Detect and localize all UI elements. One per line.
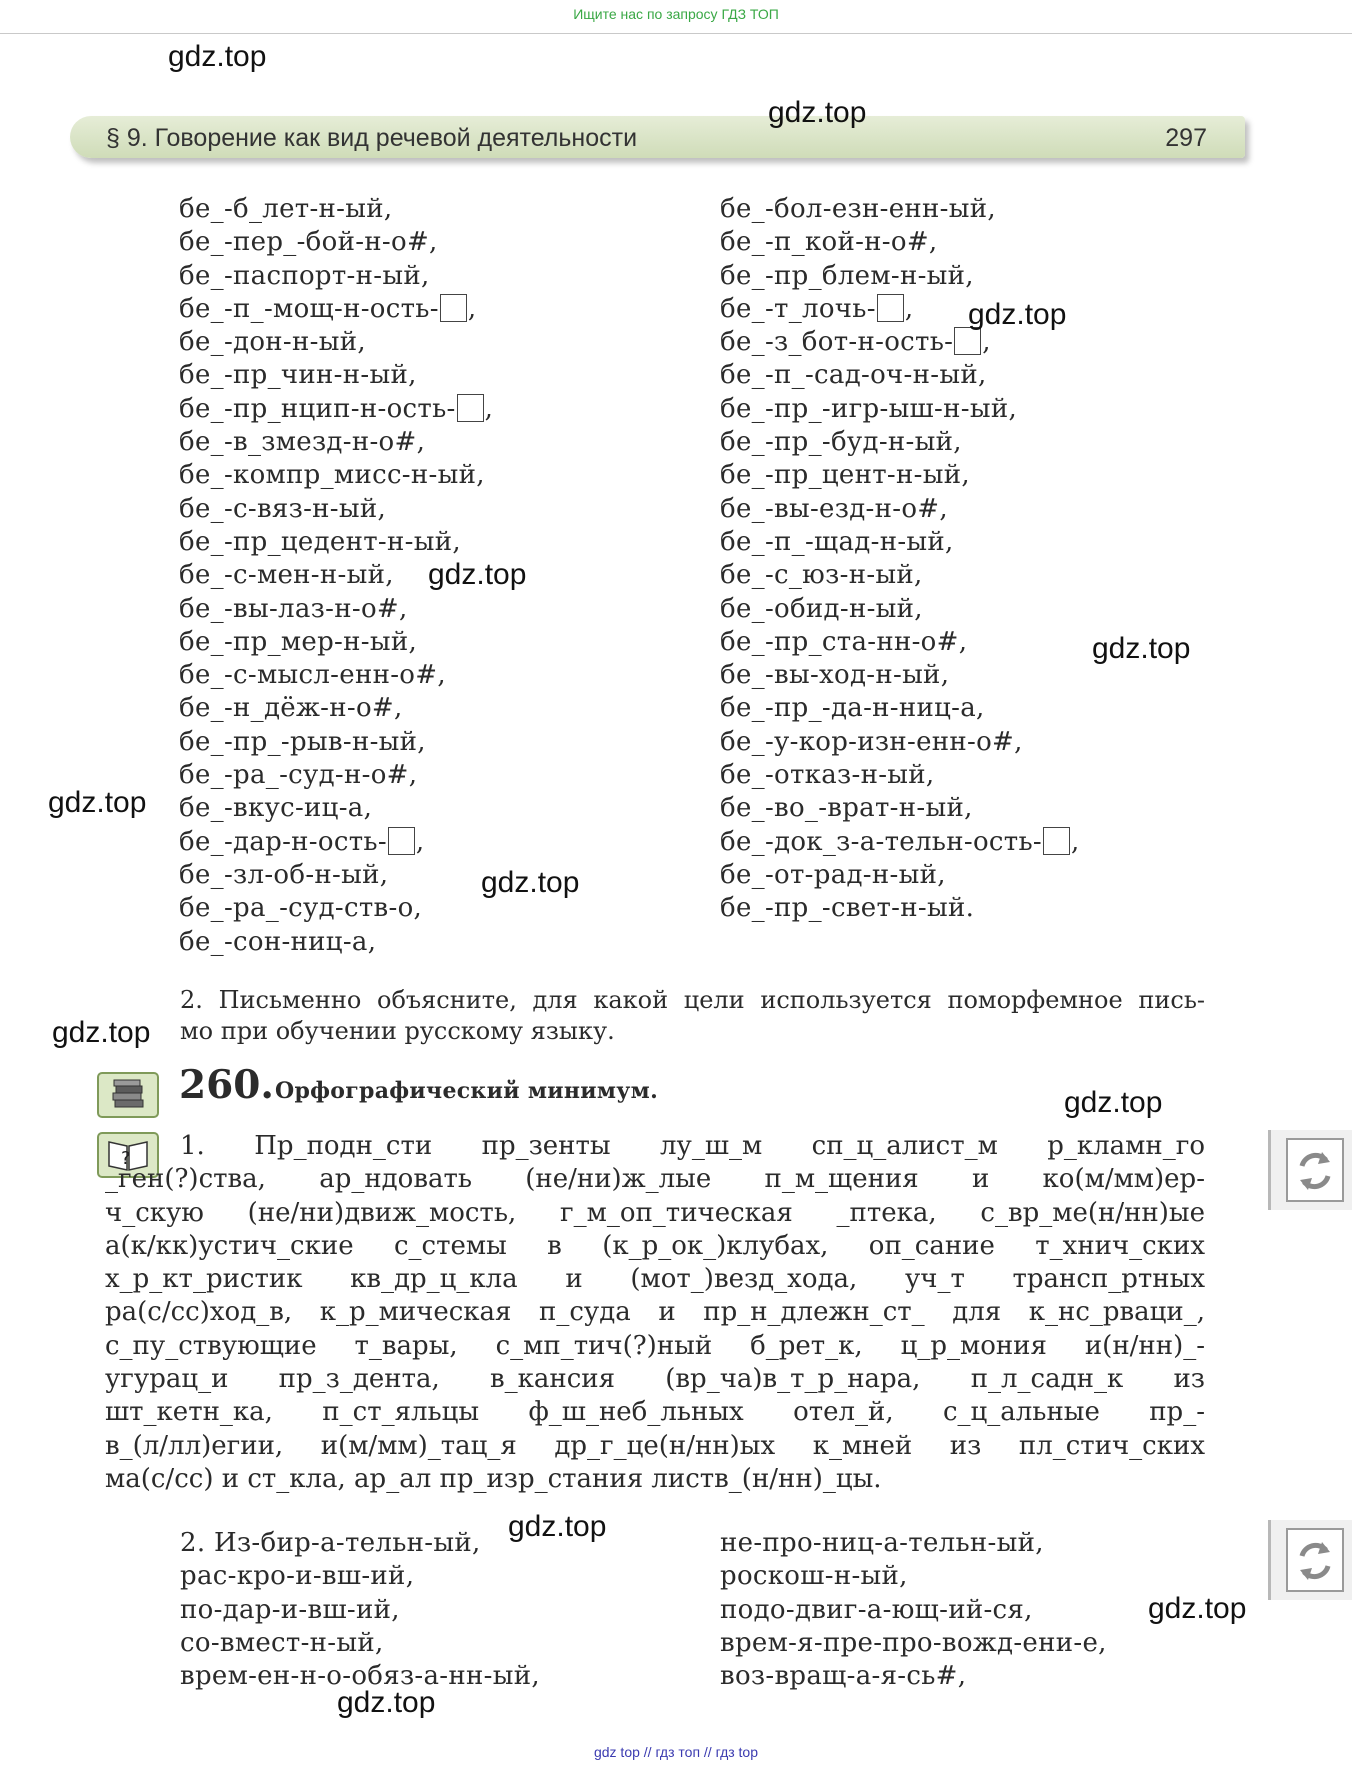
side-toggle-button[interactable] bbox=[1268, 1130, 1352, 1210]
word-item: бе_-отказ-н-ый, bbox=[720, 760, 935, 791]
exercise-line: _ген(?)ства, ар_ндовать (не/ни)ж_лые п_м_щения и ко(м/мм)ер- bbox=[105, 1164, 1205, 1195]
word-item: бе_-пер_-бой-н-о#, bbox=[179, 227, 438, 258]
empty-box bbox=[877, 294, 904, 322]
part2-column-left bbox=[180, 1527, 540, 1693]
watermark: gdz.top bbox=[1092, 632, 1191, 665]
word-item: бе_-н_дёж-н-о#, bbox=[179, 693, 403, 724]
watermark: gdz.top bbox=[168, 40, 267, 73]
word-item: бе_-пр_цент-н-ый, bbox=[720, 460, 970, 491]
word-item: врем-ен-н-о-обяз-а-нн-ый, bbox=[180, 1661, 540, 1692]
empty-box bbox=[457, 394, 484, 422]
word-item: бе_-с_юз-н-ый, bbox=[720, 560, 923, 591]
section-title: § 9. Говорение как вид речевой деятельности bbox=[106, 124, 638, 152]
word-item: бе_-пр_мер-н-ый, bbox=[179, 626, 418, 657]
task-2-line: 2. Письменно объясните, для какой цели используется поморфемное пись- bbox=[180, 986, 1205, 1014]
task-2-line: мо при обучении русскому языку. bbox=[180, 1017, 615, 1045]
word-item: бе_-в_змезд-н-о#, bbox=[179, 427, 426, 458]
word-item: со-вмест-н-ый, bbox=[180, 1627, 384, 1658]
watermark: gdz.top bbox=[1064, 1086, 1163, 1119]
word-item: роскош-н-ый, bbox=[720, 1561, 908, 1592]
exercise-line: ра(с/сс)ход_в, к_р_мическая п_суда и пр_н_длежн_ст_ для к_нс_рваци_, bbox=[105, 1297, 1205, 1328]
exercise-line: в_(л/лл)егии, и(м/мм)_тац_я др_г_це(н/нн)ых к_мней из пл_стич_ских bbox=[105, 1430, 1205, 1461]
word-item: бе_-пр_-рыв-н-ый, bbox=[179, 726, 426, 757]
word-item: бе_-компр_мисс-н-ый, bbox=[179, 460, 485, 491]
watermark: gdz.top bbox=[48, 786, 147, 819]
word-item: бе_-п_кой-н-о#, bbox=[720, 227, 938, 258]
word-item: бе_-пр_чин-н-ый, bbox=[179, 360, 417, 391]
word-item: бе_-ра_-суд-ств-о, bbox=[179, 893, 423, 924]
word-item: бе_-пр_-да-н-ниц-а, bbox=[720, 693, 985, 724]
word-item: бе_-с-мен-н-ый, bbox=[179, 560, 394, 591]
exercise-line: с_пу_ствующие т_вары, с_мп_тич(?)ный б_рет_к, ц_р_мония и(н/нн)_- bbox=[105, 1330, 1205, 1361]
word-item: бе_-п_-сад-оч-н-ый, bbox=[720, 360, 987, 391]
word-item: бе_-п_-щад-н-ый, bbox=[720, 526, 954, 557]
word-item: бе_-дон-н-ый, bbox=[179, 327, 366, 358]
word-item: бе_-пр_-свет-н-ый. bbox=[720, 893, 975, 924]
part2-column-right bbox=[720, 1527, 1107, 1693]
word-item: бе_-паспорт-н-ый, bbox=[179, 260, 430, 291]
svg-text:?: ? bbox=[121, 1148, 131, 1169]
word-item: бе_-обид-н-ый, bbox=[720, 593, 923, 624]
watermark: gdz.top bbox=[968, 298, 1067, 331]
empty-box bbox=[440, 294, 467, 322]
word-item: бе_-пр_цедент-н-ый, bbox=[179, 526, 461, 557]
watermark: gdz.top bbox=[428, 558, 527, 591]
word-item: подо-двиг-а-ющ-ий-ся, bbox=[720, 1594, 1033, 1625]
swap-icon bbox=[1286, 1528, 1344, 1592]
word-item: бе_-вы-езд-н-о#, bbox=[720, 493, 948, 524]
task-2 bbox=[180, 985, 1205, 1047]
word-item: бе_-т_лочь- , bbox=[720, 293, 914, 324]
word-item: бе_-пр_-буд-н-ый, bbox=[720, 427, 962, 458]
section-header bbox=[70, 116, 1245, 158]
word-item: бе_-бол-езн-енн-ый, bbox=[720, 194, 996, 224]
word-item: бе_-вкус-иц-а, bbox=[179, 793, 373, 824]
watermark: gdz.top bbox=[768, 96, 867, 129]
exercise-line: ч_скую (не/ни)движ_мость, г_м_оп_тическая _птека, с_вр_ме(н/нн)ые bbox=[105, 1197, 1205, 1228]
exercise-number: 260. bbox=[179, 1062, 274, 1108]
word-item: не-про-ниц-а-тельн-ый, bbox=[720, 1528, 1044, 1558]
word-item: бе_-с-вяз-н-ый, bbox=[179, 493, 387, 524]
watermark: gdz.top bbox=[481, 866, 580, 899]
watermark: gdz.top bbox=[1148, 1592, 1247, 1625]
books-icon bbox=[97, 1072, 159, 1118]
empty-box bbox=[1043, 827, 1070, 855]
word-item: бе_-ра_-суд-н-о#, bbox=[179, 760, 418, 791]
word-item: бе_-пр_ста-нн-о#, bbox=[720, 626, 968, 657]
word-item: бе_-пр_нцип-н-ость- , bbox=[179, 393, 494, 424]
word-item: бе_-вы-лаз-н-о#, bbox=[179, 593, 408, 624]
exercise-line: 1. Пр_подн_сти пр_зенты лу_ш_м сп_ц_алист_м р_кламн_го bbox=[180, 1131, 1205, 1161]
exercise-line: х_р_кт_ристик кв_др_ц_кла и (мот_)везд_хода, уч_т трансп_ртных bbox=[105, 1264, 1205, 1295]
exercise-line: шт_кетн_ка, п_ст_яльцы ф_ш_неб_льных отел_й, с_ц_альные пр_- bbox=[105, 1397, 1205, 1428]
word-item: по-дар-и-вш-ий, bbox=[180, 1594, 400, 1625]
side-toggle-button[interactable] bbox=[1268, 1520, 1352, 1600]
page-number: 297 bbox=[1165, 124, 1207, 152]
watermark: gdz.top bbox=[52, 1016, 151, 1049]
exercise-title: Орфографический минимум. bbox=[275, 1078, 659, 1104]
word-item: врем-я-пре-про-вожд-ени-е, bbox=[720, 1627, 1107, 1658]
word-item: бе_-зл-об-н-ый, bbox=[179, 859, 389, 890]
word-item: бе_-во_-врат-н-ый, bbox=[720, 793, 973, 824]
word-item: бе_-пр_блем-н-ый, bbox=[720, 260, 974, 291]
word-item: рас-кро-и-вш-ий, bbox=[180, 1561, 415, 1592]
top-banner-link[interactable]: Ищите нас по запросу ГДЗ ТОП bbox=[573, 6, 779, 22]
word-item: бе_-п_-мощ-н-ость- , bbox=[179, 293, 477, 324]
top-banner bbox=[0, 0, 1352, 34]
swap-icon bbox=[1286, 1138, 1344, 1202]
word-item: бе_-з_бот-н-ость- , bbox=[720, 327, 991, 358]
word-item: бе_-с-мысл-енн-о#, bbox=[179, 660, 446, 691]
watermark: gdz.top bbox=[337, 1686, 436, 1719]
word-item: бе_-б_лет-н-ый, bbox=[179, 194, 393, 224]
word-item: бе_-вы-ход-н-ый, bbox=[720, 660, 950, 691]
exercise-line: ма(с/сс) и ст_кла, ар_ал пр_изр_стания листв_(н/нн)_цы. bbox=[105, 1463, 882, 1494]
word-item: бе_-док_з-а-тельн-ость- , bbox=[720, 826, 1080, 857]
exercise-line: а(к/кк)устич_ские с_стемы в (к_р_ок_)клубах, оп_сание т_хнич_ских bbox=[105, 1230, 1205, 1261]
empty-box bbox=[388, 827, 415, 855]
word-item: бе_-дар-н-ость- , bbox=[179, 826, 425, 857]
word-item: бе_-у-кор-изн-енн-о#, bbox=[720, 726, 1023, 757]
word-item: бе_-от-рад-н-ый, bbox=[720, 859, 946, 890]
watermark: gdz.top bbox=[508, 1510, 607, 1543]
exercise-text bbox=[105, 1130, 1205, 1496]
word-item: 2. Из-бир-а-тельн-ый, bbox=[180, 1528, 481, 1558]
word-item: бе_-сон-ниц-а, bbox=[179, 926, 377, 957]
word-item: бе_-пр_-игр-ыш-н-ый, bbox=[720, 393, 1018, 424]
exercise-line: угурац_и пр_з_дента, в_кансия (вр_ча)в_т_р_нара, п_л_садн_к из bbox=[105, 1364, 1205, 1395]
word-item: воз-вращ-а-я-сь#, bbox=[720, 1661, 967, 1692]
footer-links[interactable]: gdz top // гдз топ // гдз top bbox=[593, 1744, 759, 1760]
